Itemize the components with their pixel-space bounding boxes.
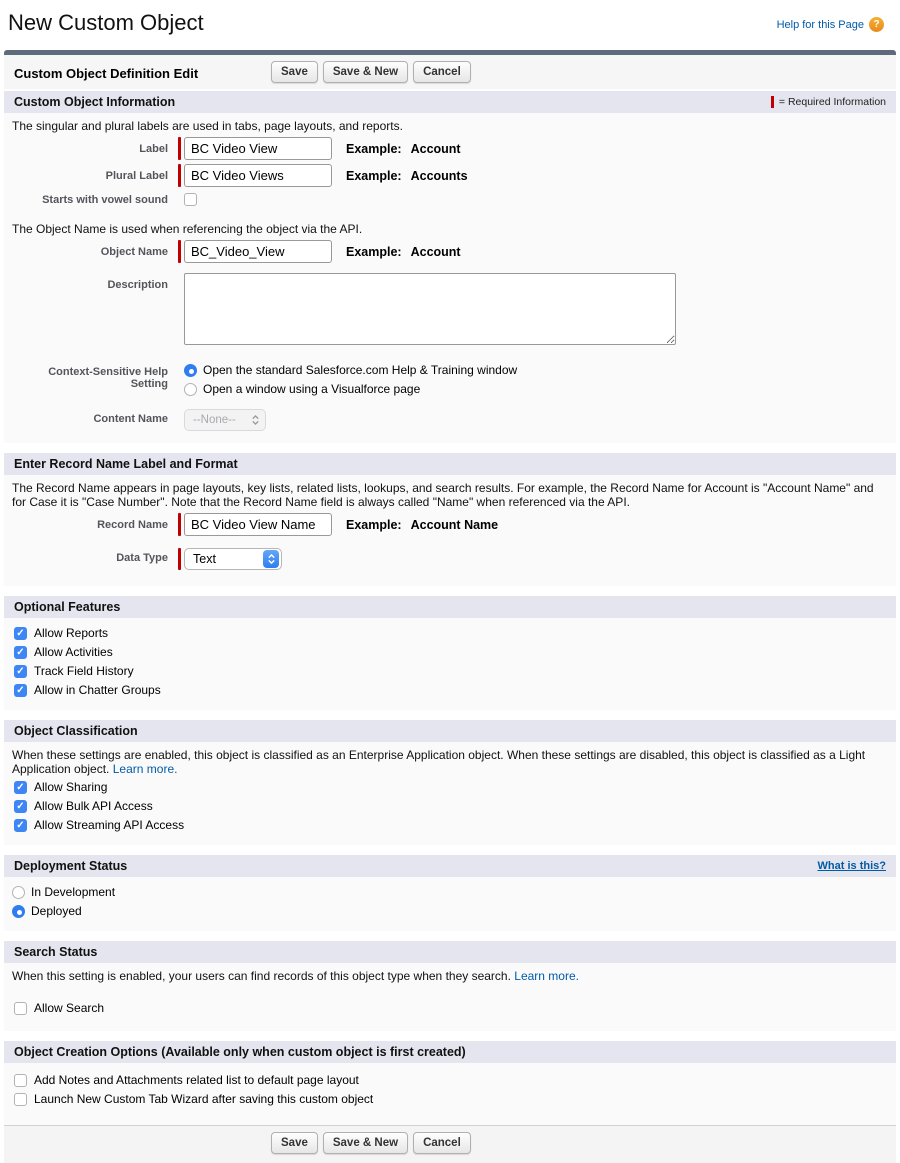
save-and-new-button[interactable]: Save & New bbox=[323, 61, 408, 83]
check-icon: ✓ bbox=[16, 627, 25, 639]
radio-label: Open a window using a Visualforce page bbox=[203, 382, 421, 396]
deployment-option-row bbox=[12, 904, 888, 918]
check-icon: ✓ bbox=[16, 684, 25, 696]
object-name-input[interactable] bbox=[184, 240, 332, 263]
field-label: Data Type bbox=[116, 552, 168, 564]
example-value: Account Name bbox=[410, 518, 499, 532]
custom-object-form bbox=[4, 50, 896, 1163]
section-title: Enter Record Name Label and Format bbox=[14, 457, 238, 471]
learn-more-link[interactable]: Learn more. bbox=[112, 762, 178, 776]
allow-search-row bbox=[14, 1001, 888, 1015]
section-gap bbox=[4, 845, 896, 855]
section-header-creation-options bbox=[4, 1041, 896, 1063]
section-header-object-information bbox=[4, 91, 896, 113]
section-gap bbox=[4, 710, 896, 720]
field-label: Description bbox=[107, 279, 168, 291]
check-icon: ✓ bbox=[16, 781, 25, 793]
label-field-row bbox=[12, 137, 888, 160]
required-bar-icon bbox=[178, 548, 181, 570]
section-gap bbox=[4, 1031, 896, 1041]
required-bar-icon bbox=[771, 96, 774, 108]
radio-label: In Development bbox=[31, 885, 116, 899]
classification-row bbox=[14, 780, 888, 794]
classification-intro: When these settings are enabled, this object is classified as an Enterprise Application object. When these settings are disabled, this object is classified as a Light Application object. bbox=[12, 748, 866, 776]
example-label: Example: bbox=[346, 245, 402, 259]
what-is-this-link[interactable]: What is this? bbox=[817, 860, 886, 872]
checkbox-label: Add Notes and Attachments related list to default page layout bbox=[34, 1073, 359, 1087]
required-legend-text: = Required Information bbox=[778, 96, 886, 108]
help-setting-field-row bbox=[12, 363, 888, 401]
footer-buttons bbox=[271, 1132, 471, 1154]
checkbox-label: Allow Search bbox=[34, 1001, 105, 1015]
toolbar-buttons bbox=[271, 61, 471, 83]
allow-bulk-api-checkbox[interactable] bbox=[14, 800, 27, 813]
add-notes-attachments-checkbox[interactable] bbox=[14, 1074, 27, 1087]
example-hint bbox=[346, 513, 498, 532]
feature-row bbox=[14, 664, 888, 678]
section-body-creation-options bbox=[4, 1063, 896, 1125]
plural-label-input[interactable] bbox=[184, 164, 332, 187]
allow-in-chatter-groups-checkbox[interactable] bbox=[14, 684, 27, 697]
example-hint bbox=[346, 240, 461, 259]
classification-row bbox=[14, 818, 888, 832]
record-name-intro-text: The Record Name appears in page layouts, key lists, related lists, lookups, and search results. For example, the Record Name for Account is "Account Name" and for Case it is "Case Number". Note that the Record Name field is always called "Name" when referenced via the API. bbox=[12, 481, 874, 509]
check-icon: ✓ bbox=[16, 819, 25, 831]
example-hint bbox=[346, 137, 461, 156]
section-title: Custom Object Information bbox=[14, 95, 176, 109]
learn-more-link[interactable]: Learn more. bbox=[514, 969, 579, 983]
checkbox-label: Allow Bulk API Access bbox=[34, 799, 153, 813]
save-and-new-button[interactable]: Save & New bbox=[323, 1132, 408, 1154]
select-value: Text bbox=[193, 552, 216, 566]
search-intro-text bbox=[12, 969, 888, 983]
labels-intro-text: The singular and plural labels are used in tabs, page layouts, and reports. bbox=[12, 119, 403, 133]
checkbox-label: Allow Reports bbox=[34, 626, 109, 640]
check-icon: ✓ bbox=[16, 646, 25, 658]
section-body-optional-features bbox=[4, 618, 896, 710]
field-label: Object Name bbox=[100, 246, 168, 258]
search-intro: When this setting is enabled, your users can find records of this object type when they search. bbox=[12, 969, 511, 983]
checkbox-label: Track Field History bbox=[34, 664, 134, 678]
track-field-history-checkbox[interactable] bbox=[14, 665, 27, 678]
deployment-option-row bbox=[12, 885, 888, 899]
section-body-object-classification bbox=[4, 742, 896, 845]
allow-streaming-api-checkbox[interactable] bbox=[14, 819, 27, 832]
feature-row bbox=[14, 645, 888, 659]
starts-with-vowel-checkbox[interactable] bbox=[184, 193, 197, 206]
example-hint bbox=[346, 164, 468, 183]
classification-row bbox=[14, 799, 888, 813]
footer-button-bar bbox=[4, 1125, 896, 1163]
data-type-field-row bbox=[12, 548, 888, 570]
section-body-search-status bbox=[4, 963, 896, 1031]
required-bar-icon bbox=[178, 240, 181, 263]
cancel-button[interactable]: Cancel bbox=[413, 1132, 471, 1154]
standard-help-radio[interactable] bbox=[184, 364, 197, 377]
record-name-input[interactable] bbox=[184, 513, 332, 536]
field-label: Record Name bbox=[97, 519, 168, 531]
check-icon: ✓ bbox=[16, 800, 25, 812]
in-development-radio[interactable] bbox=[12, 886, 25, 899]
section-header-search-status bbox=[4, 941, 896, 963]
checkbox-label: Launch New Custom Tab Wizard after saving this custom object bbox=[34, 1092, 374, 1106]
form-heading: Custom Object Definition Edit bbox=[14, 66, 199, 81]
help-link[interactable]: Help for this Page bbox=[776, 18, 864, 31]
content-name-select bbox=[184, 409, 266, 431]
data-type-select[interactable] bbox=[184, 548, 282, 570]
help-setting-option-row bbox=[184, 382, 517, 396]
allow-activities-checkbox[interactable] bbox=[14, 646, 27, 659]
section-body-record-name bbox=[4, 475, 896, 586]
example-label: Example: bbox=[346, 169, 402, 183]
page-header bbox=[0, 0, 900, 50]
select-stepper-icon bbox=[247, 411, 263, 429]
deployed-radio[interactable] bbox=[12, 905, 25, 918]
radio-label: Open the standard Salesforce.com Help & Training window bbox=[203, 363, 518, 377]
radio-label: Deployed bbox=[31, 904, 82, 918]
select-stepper-icon bbox=[263, 550, 279, 568]
allow-reports-checkbox[interactable] bbox=[14, 627, 27, 640]
content-name-field-row bbox=[12, 409, 888, 431]
allow-search-checkbox[interactable] bbox=[14, 1002, 27, 1015]
object-name-field-row bbox=[12, 240, 888, 263]
checkbox-label: Allow in Chatter Groups bbox=[34, 683, 161, 697]
creation-option-row bbox=[14, 1073, 888, 1087]
launch-tab-wizard-checkbox[interactable] bbox=[14, 1093, 27, 1106]
checkbox-label: Allow Activities bbox=[34, 645, 113, 659]
select-value: --None-- bbox=[193, 414, 236, 426]
creation-option-row bbox=[14, 1092, 888, 1106]
section-body-deployment-status bbox=[4, 877, 896, 931]
classification-intro-text bbox=[12, 748, 888, 776]
checkbox-label: Allow Streaming API Access bbox=[34, 818, 185, 832]
form-toolbar bbox=[4, 55, 896, 91]
plural-label-field-row bbox=[12, 164, 888, 187]
feature-row bbox=[14, 626, 888, 640]
required-legend bbox=[771, 96, 886, 108]
section-title: Object Classification bbox=[14, 724, 138, 738]
required-bar-icon bbox=[178, 513, 181, 536]
example-value: Accounts bbox=[410, 169, 468, 183]
checkbox-label: Allow Sharing bbox=[34, 780, 108, 794]
description-field-row bbox=[12, 273, 888, 345]
example-label: Example: bbox=[346, 142, 402, 156]
save-button[interactable]: Save bbox=[271, 1132, 318, 1154]
allow-sharing-checkbox[interactable] bbox=[14, 781, 27, 794]
field-label: Starts with vowel sound bbox=[42, 194, 168, 206]
section-title: Object Creation Options (Available only when custom object is first created) bbox=[14, 1045, 466, 1059]
section-header-deployment-status bbox=[4, 855, 896, 877]
required-bar-icon bbox=[178, 164, 181, 187]
section-gap bbox=[4, 443, 896, 453]
record-name-field-row bbox=[12, 513, 888, 536]
section-gap bbox=[4, 931, 896, 941]
section-header-object-classification bbox=[4, 720, 896, 742]
example-label: Example: bbox=[346, 518, 402, 532]
label-input[interactable] bbox=[184, 137, 332, 160]
section-title: Optional Features bbox=[14, 600, 121, 614]
check-icon: ✓ bbox=[16, 665, 25, 677]
section-gap bbox=[4, 586, 896, 596]
required-bar-icon bbox=[178, 137, 181, 160]
cancel-button[interactable]: Cancel bbox=[413, 61, 471, 83]
field-label: Content Name bbox=[93, 413, 168, 425]
question-mark-icon[interactable]: ? bbox=[869, 17, 884, 32]
field-label: Context-Sensitive Help Setting bbox=[48, 366, 168, 390]
field-label: Plural Label bbox=[105, 170, 168, 182]
save-button[interactable]: Save bbox=[271, 61, 318, 83]
example-value: Account bbox=[410, 142, 461, 156]
section-body-object-information bbox=[4, 113, 896, 443]
description-textarea[interactable] bbox=[184, 273, 676, 345]
feature-row bbox=[14, 683, 888, 697]
section-header-record-name bbox=[4, 453, 896, 475]
api-intro-text: The Object Name is used when referencing the object via the API. bbox=[12, 222, 363, 236]
section-title: Search Status bbox=[14, 945, 98, 959]
example-value: Account bbox=[410, 245, 461, 259]
visualforce-help-radio[interactable] bbox=[184, 383, 197, 396]
section-title: Deployment Status bbox=[14, 859, 128, 873]
vowel-sound-field-row bbox=[12, 191, 888, 206]
help-for-this-page[interactable] bbox=[777, 17, 884, 32]
section-header-optional-features bbox=[4, 596, 896, 618]
help-setting-option-row bbox=[184, 363, 517, 377]
field-label: Label bbox=[139, 143, 168, 155]
page-title: New Custom Object bbox=[8, 10, 204, 35]
